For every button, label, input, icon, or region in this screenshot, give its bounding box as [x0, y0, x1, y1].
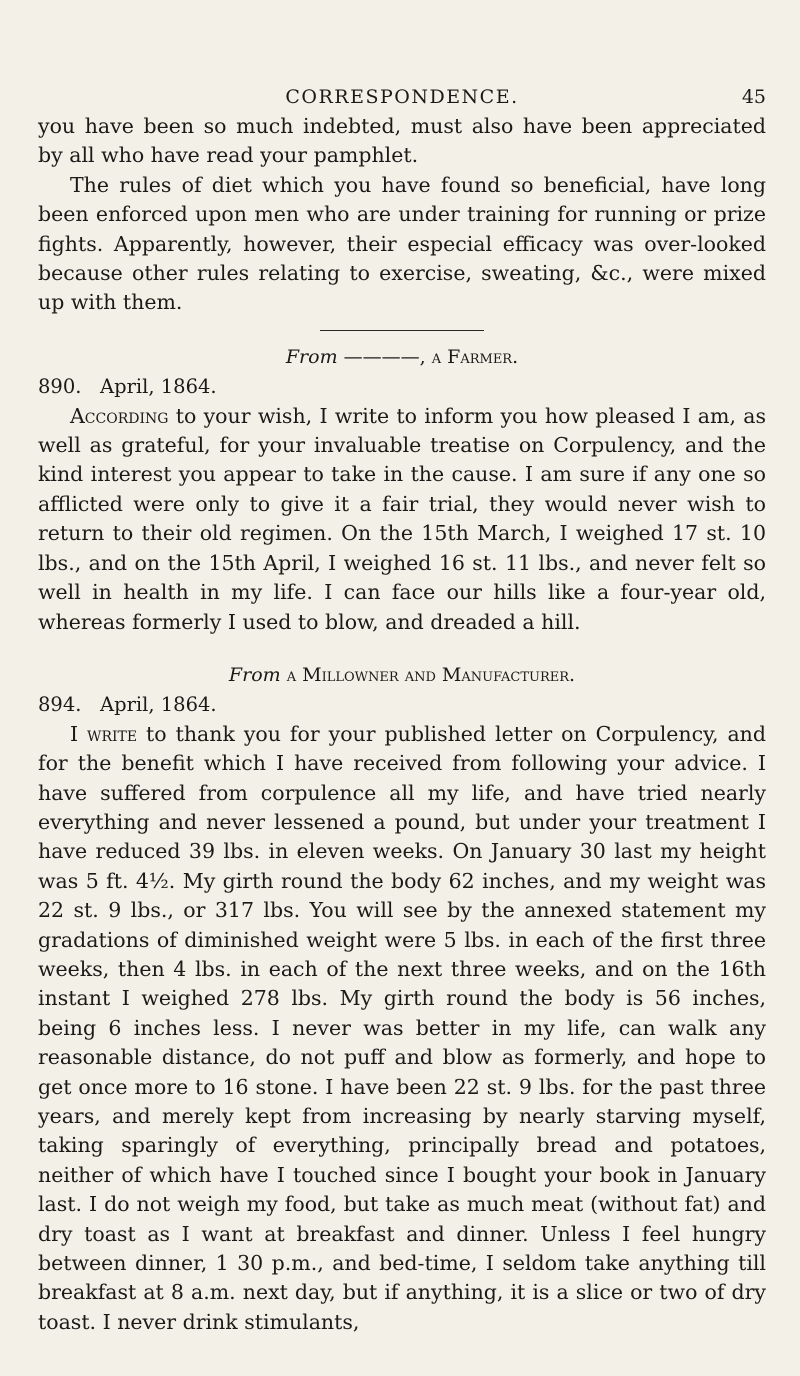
letter-number: 894. [38, 693, 82, 717]
running-title: CORRESPONDENCE. [285, 86, 519, 108]
letter-date: April, 1864. [100, 375, 217, 399]
section-divider [320, 330, 484, 331]
from-sender: a Millowner and Manufacturer. [286, 663, 576, 686]
page-body [38, 112, 766, 1337]
letter-body [38, 720, 766, 1338]
letter-from-millowner [38, 661, 766, 690]
letter-text: to your wish, I write to inform you how pleased I am, as well as grateful, for your invaluable treatise on Corpulency, and the kind interest you appear to take in the cause. I am sure if any one so afflicted were only to give it a fair trial, they would never wish to return to their old regimen. On the 15th March, I weighed 17 st. 10 lbs., and on the 15th April, I weighed 16 st. 11 lbs., and never felt so well in health in my life. I can face our hills like a four-year old, whereas formerly I used to blow, and dreaded a hill. [38, 403, 766, 634]
letter-dateline [38, 372, 766, 401]
letter-from-farmer [38, 343, 766, 372]
from-sender: , a Farmer. [419, 345, 519, 368]
letter-dateline [38, 690, 766, 719]
letter-text: to thank you for your published letter on Corpulency, and for the benefit which I have received from following your advice. I have suffered from corpulence all my life, and have tried nearly everything and never lessened a pound, but under your treatment I have reduced 39 lbs. in eleven weeks. On January 30 last my height was 5 ft. 4½. My girth round the body 62 inches, and my weight was 22 st. 9 lbs., or 317 lbs. You will see by the annexed statement my gradations of diminished weight were 5 lbs. in each of the first three weeks, then 4 lbs. in each of the next three weeks, and on the 16th instant I weighed 278 lbs. My girth round the body is 56 inches, being 6 inches less. I never was better in my life, can walk any reasonable distance, do not puff and blow as formerly, and hope to get once more to 16 stone. I have been 22 st. 9 lbs. for the past three years, and merely kept from increasing by nearly starving myself, taking sparingly of everything, principally bread and potatoes, neither of which have I touched since I bought your book in January last. I do not weigh my food, but take as much meat (without fat) and dry toast as I want at breakfast and dinner. Unless I feel hungry between dinner, 1 30 p.m., and bed-time, I seldom take anything till breakfast at 8 a.m. next day, but if anything, it is a slice or two of dry toast. I never drink stimulants, [38, 721, 766, 1334]
letter-date: April, 1864. [100, 693, 217, 717]
from-label: From [285, 345, 338, 368]
letter-number: 890. [38, 375, 82, 399]
from-blank: ———— [343, 345, 420, 368]
page-header [38, 0, 766, 112]
page-number: 45 [741, 86, 766, 108]
book-page [38, 0, 766, 1337]
paragraph-continued: you have been so much indebted, must also have been appreciated by all who have read your pamphlet. [38, 114, 766, 168]
letter-body [38, 402, 766, 637]
letter-opening: According [70, 403, 169, 428]
from-label: From [228, 663, 281, 686]
letter-opening: I write [70, 721, 138, 746]
paragraph-diet-rules: The rules of diet which you have found so beneficial, have long been enforced upon men who are under training for running or prize fights. Apparently, however, their especial efficacy was over-looked because other rules relating to exercise, sweating, &c., were mixed up with them. [38, 172, 766, 315]
